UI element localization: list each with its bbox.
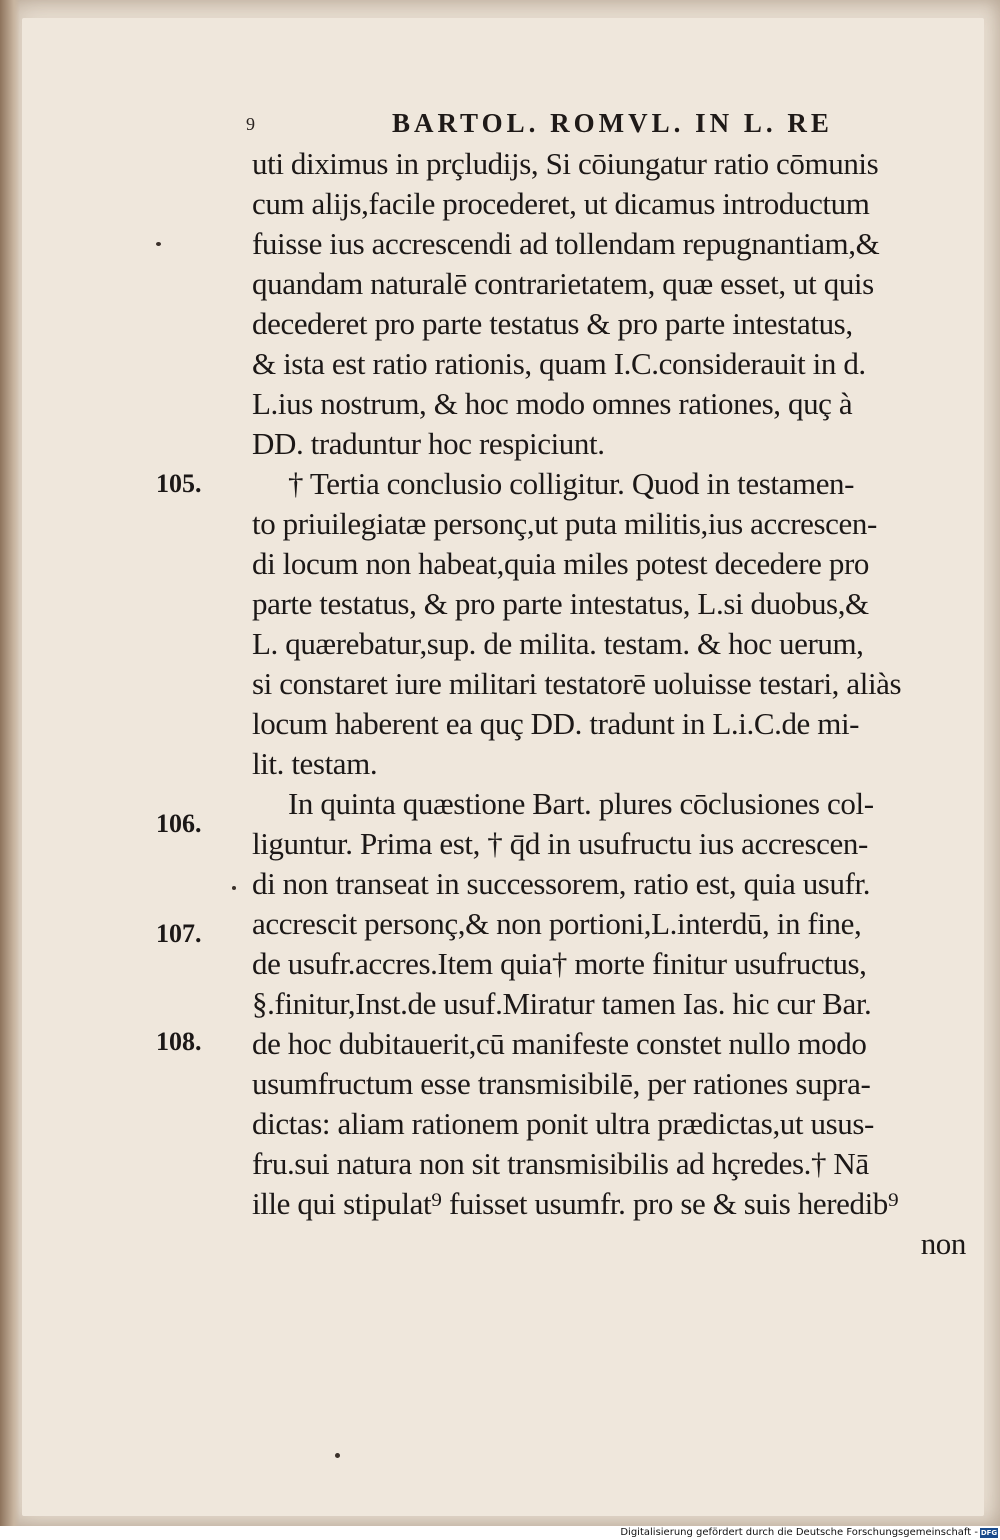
text-line: † Tertia conclusio colligitur. Quod in testamen- — [288, 466, 855, 501]
text-line: usumfructum esse transmisibilē, per rationes supra- — [252, 1066, 871, 1101]
dfg-logo-icon: DFG — [980, 1529, 998, 1537]
text-line: accrescit personç,& non portioni,L.interdū, in fine, — [252, 906, 862, 941]
margin-note: 105. — [156, 469, 202, 498]
digitization-footer — [0, 1526, 1000, 1540]
ink-speck — [232, 886, 236, 890]
text-line: uti diximus in prçludijs, Si cōiungatur ratio cōmunis — [252, 146, 879, 181]
text-line: lit. testam. — [252, 746, 378, 781]
running-title: BARTOL. ROMVL. IN L. RE — [392, 108, 833, 138]
text-line: de hoc dubitauerit,cū manifeste constet nullo modo — [252, 1026, 867, 1061]
text-line: dictas: aliam rationem ponit ultra prædictas,ut usus- — [252, 1106, 874, 1141]
text-line: L. quærebatur,sup. de milita. testam. & hoc uerum, — [252, 626, 864, 661]
catchword: non — [920, 1226, 966, 1261]
text-line: In quinta quæstione Bart. plures cōclusiones col- — [288, 786, 874, 821]
margin-note: 108. — [156, 1027, 202, 1056]
text-line: locum haberent ea quç DD. tradunt in L.i.C.de mi- — [252, 706, 860, 741]
text-line: si constaret iure militari testatorē uoluisse testari, aliàs — [252, 666, 902, 701]
footer-credit: Digitalisierung gefördert durch die Deutsche Forschungsgemeinschaft - — [620, 1527, 978, 1538]
margin-note: 106. — [156, 809, 202, 838]
text-line: & ista est ratio rationis, quam I.C.considerauit in d. — [252, 346, 866, 381]
margin-note: 107. — [156, 919, 202, 948]
text-line: L.ius nostrum, & hoc modo omnes rationes, quç à — [252, 386, 853, 421]
running-head — [0, 108, 1000, 144]
text-line: §.finitur,Inst.de usuf.Miratur tamen Ias. hic cur Bar. — [252, 986, 872, 1021]
text-line: to priuilegiatæ personç,ut puta militis,ius accrescen- — [252, 506, 877, 541]
ink-speck — [156, 242, 161, 246]
text-line: de usufr.accres.Item quia† morte finitur usufructus, — [252, 946, 867, 981]
text-line: cum alijs,facile procederet, ut dicamus introductum — [252, 186, 870, 221]
ink-speck — [335, 1453, 340, 1458]
page-number: 9 — [246, 114, 256, 134]
text-line: ille qui stipulat⁹ fuisset usumfr. pro se & suis heredib⁹ — [252, 1186, 899, 1221]
text-line: decederet pro parte testatus & pro parte intestatus, — [252, 306, 853, 341]
text-line: parte testatus, & pro parte intestatus, L.si duobus,& — [252, 586, 869, 621]
text-line: fru.sui natura non sit transmisibilis ad hçredes.† Nā — [252, 1146, 869, 1181]
text-line: DD. traduntur hoc respiciunt. — [252, 426, 605, 461]
text-line: fuisse ius accrescendi ad tollendam repugnantiam,& — [252, 226, 880, 261]
text-line: di non transeat in successorem, ratio est, quia usufr. — [252, 866, 871, 901]
text-line: di locum non habeat,quia miles potest decedere pro — [252, 546, 870, 581]
text-line: liguntur. Prima est, † q̄d in usufructu ius accrescen- — [252, 826, 868, 861]
text-line: quandam naturalē contrarietatem, quæ esset, ut quis — [252, 266, 874, 301]
